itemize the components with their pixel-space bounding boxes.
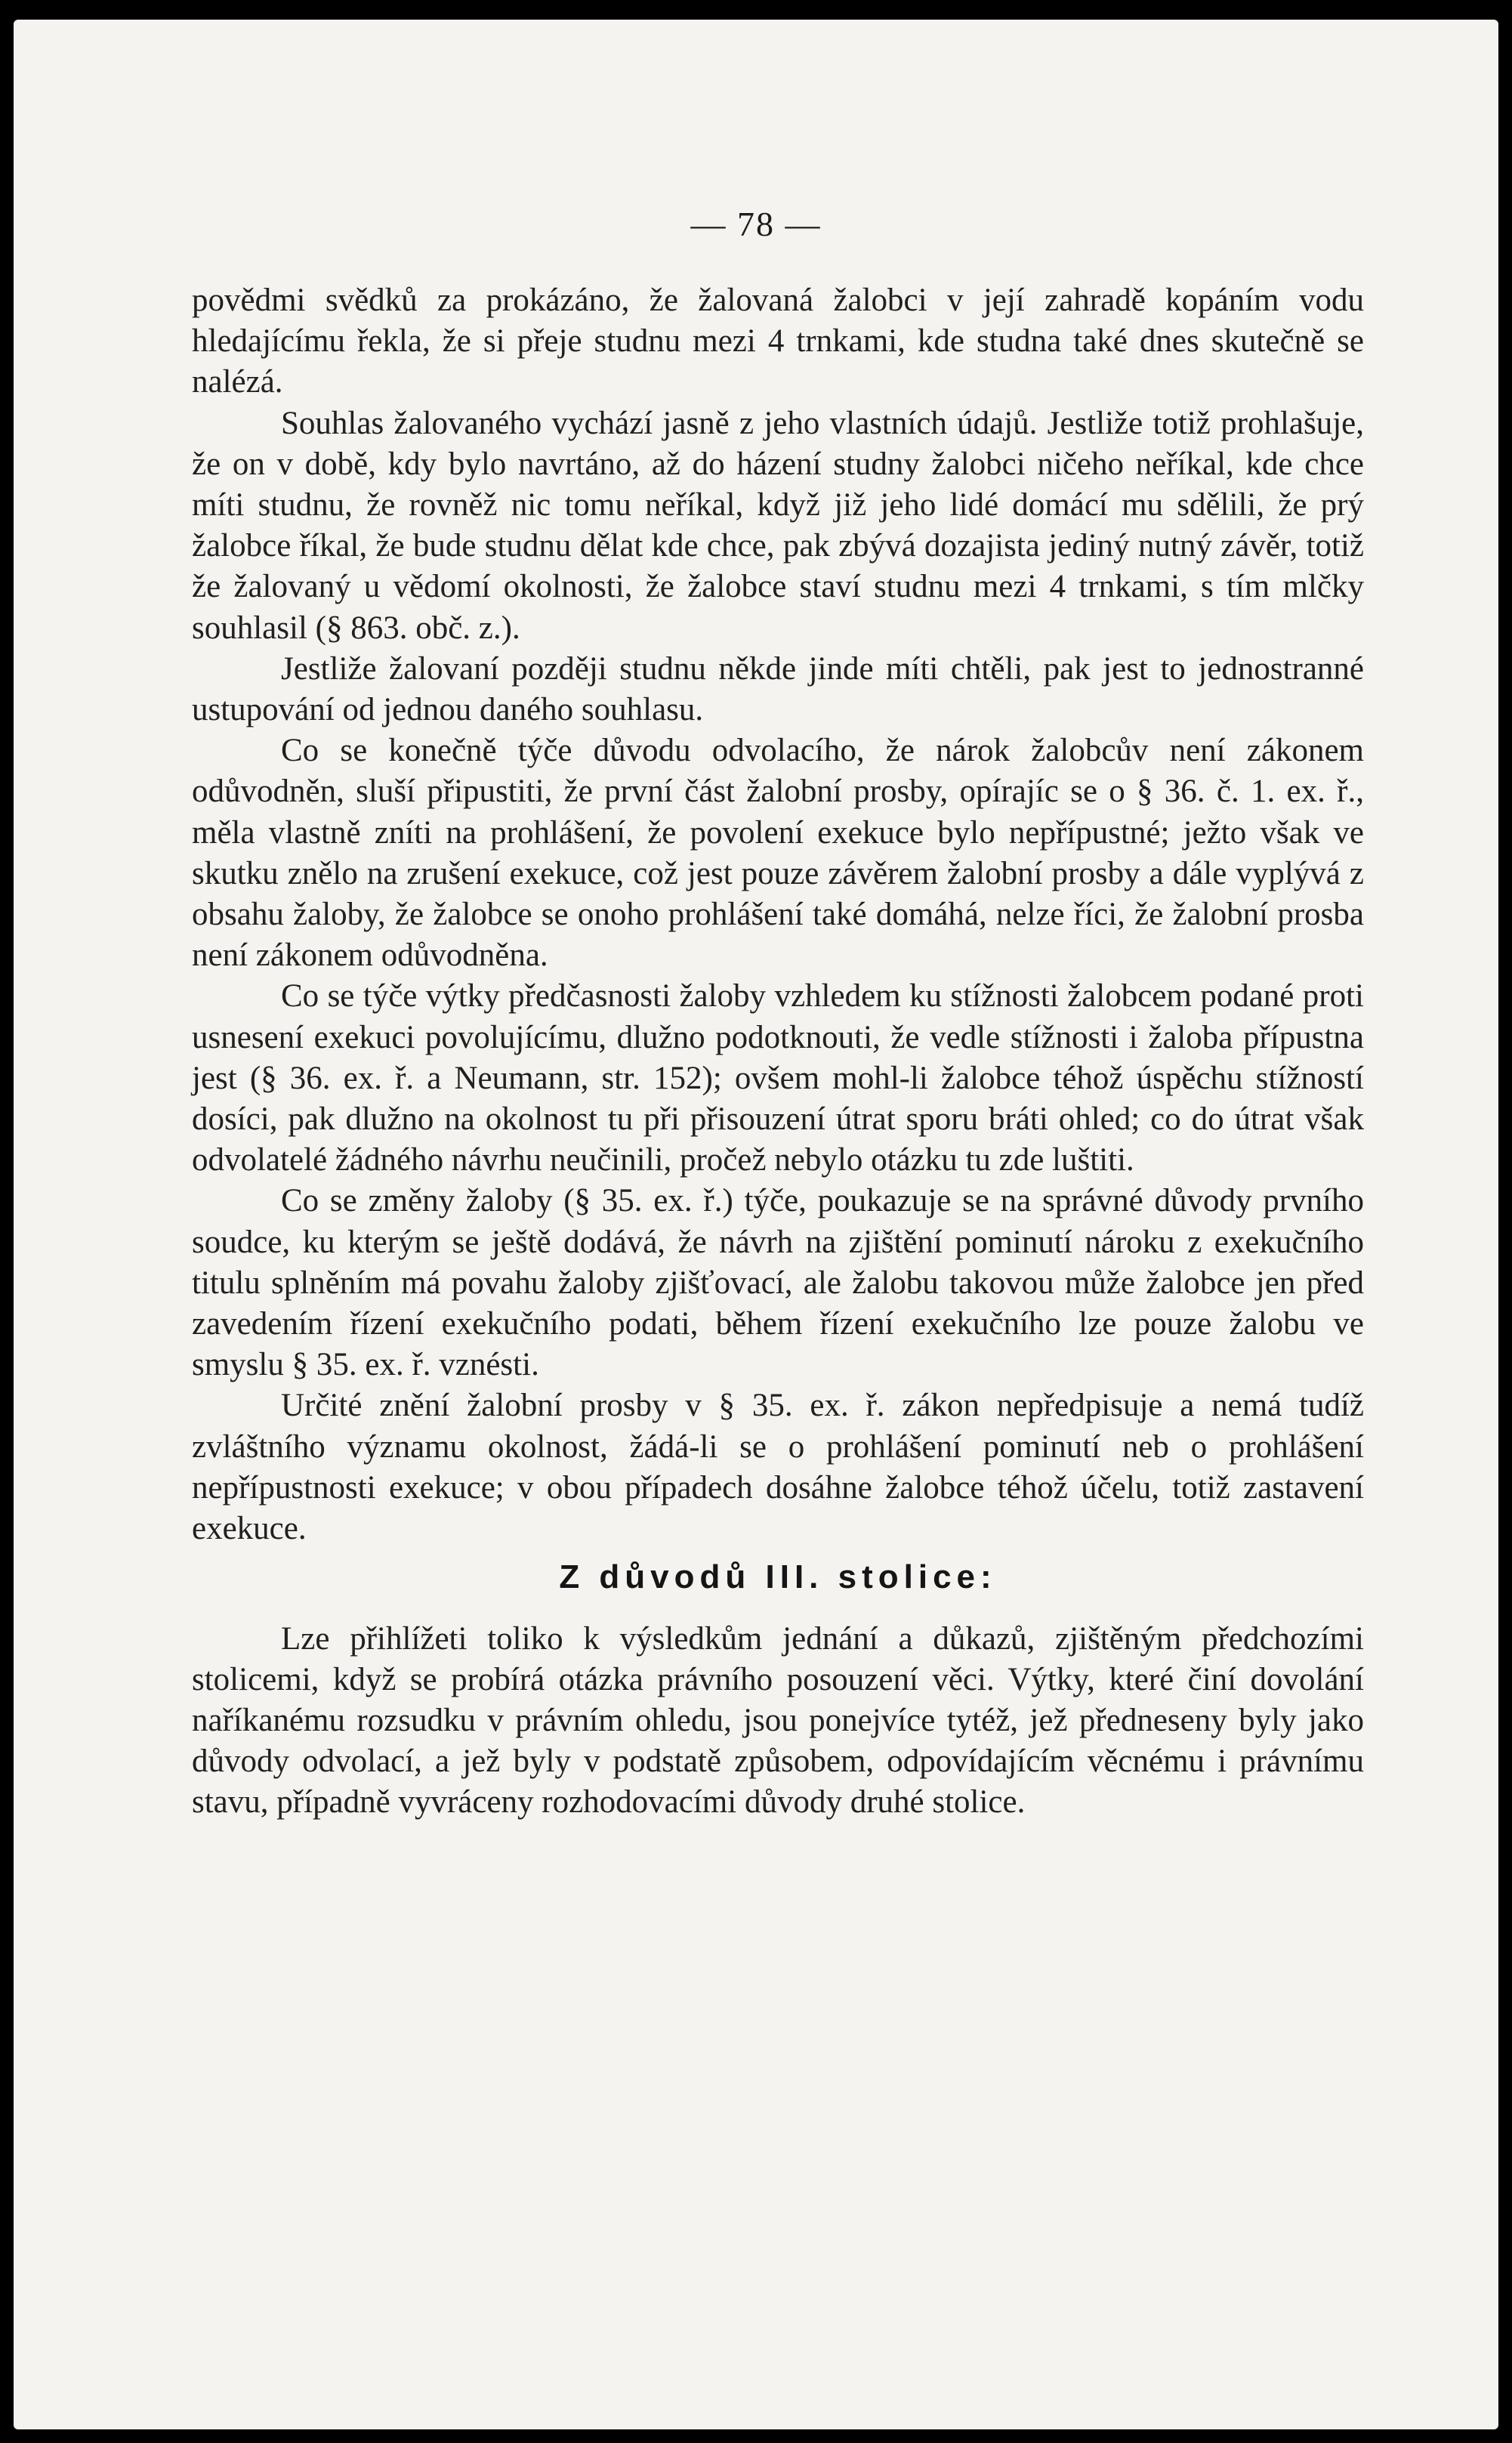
section-heading: Z důvodů III. stolice: <box>559 1558 997 1596</box>
paragraph: Jestliže žalovaní později studnu někde jinde míti chtěli, pak jest to jednostranné ustupování od jednou daného souhlasu. <box>192 650 1364 728</box>
document-page <box>14 20 1498 2429</box>
paragraph: povědmi svědků za prokázáno, že žalovaná žalobci v její zahradě kopáním vodu hledajícímu řekla, že si přeje studnu mezi 4 trnkami, kde studna také dnes skutečně se nalézá. <box>192 283 1364 400</box>
paragraph: Lze přihlížeti toliko k výsledkům jednání a důkazů, zjištěným předchozími stolicemi, když se probírá otázka právního posouzení věci. Výtky, které činí dovolání naříkanému rozsudku v právním ohledu, jsou ponejvíce tytéž, jež předneseny byly jako důvody odvolací, a jež byly v podstatě způsobem, odpovídajícím věcnému i právnímu stavu, případně vyvráceny rozhodovacími důvody druhé stolice. <box>192 1620 1364 1821</box>
page-number: — 78 — <box>690 205 822 243</box>
paragraph: Co se změny žaloby (§ 35. ex. ř.) týče, poukazuje se na správné důvody prvního soudce, ku kterým se ještě dodává, že návrh na zjištění pominutí nároku z exekučního titulu splněním má povahu žaloby zjišťovací, ale žalobu takovou může žalobce jen před zavedením řízení exekučního podati, během řízení exekučního lze pouze žalobu ve smyslu § 35. ex. ř. vznésti. <box>192 1183 1364 1383</box>
paragraph: Určité znění žalobní prosby v § 35. ex. ř. zákon nepředpisuje a nemá tudíž zvláštního významu okolnost, žádá-li se o prohlášení pominutí neb o prohlášení nepřípustnosti exekuce; v obou případech dosáhne žalobce téhož účelu, totiž zastavení exekuce. <box>192 1388 1364 1547</box>
paragraph: Co se konečně týče důvodu odvolacího, že nárok žalobcův není zákonem odůvodněn, sluší připustiti, že první část žalobní prosby, opírajíc se o § 36. č. 1. ex. ř., měla vlastně zníti na prohlášení, že povolení exekuce bylo nepřípustné; ježto však ve skutku znělo na zrušení exekuce, což jest pouze závěrem žalobní prosby a dále vyplývá z obsahu žaloby, že žalobce se onoho prohlášení také domáhá, nelze říci, že žalobní prosba není zákonem odůvodněna. <box>192 733 1364 974</box>
body-text <box>192 280 1364 1824</box>
paragraph: Souhlas žalovaného vychází jasně z jeho vlastních údajů. Jestliže totiž prohlašuje, že on v době, kdy bylo navrtáno, až do házení studny žalobci ničeho neříkal, kde chce míti studnu, že rovněž nic tomu neříkal, když již jeho lidé domácí mu sdělili, že prý žalobce říkal, že bude studnu dělat kde chce, pak zbývá dozajista jediný nutný závěr, totiž že žalovaný u vědomí okolnosti, že žalobce staví studnu mezi 4 trnkami, s tím mlčky souhlasil (§ 863. obč. z.). <box>192 405 1364 646</box>
paragraph: Co se týče výtky předčasnosti žaloby vzhledem ku stížnosti žalobcem podané proti usnesení exekuci povolujícímu, dlužno podotknouti, že vedle stížnosti i žaloba přípustna jest (§ 36. ex. ř. a Neumann, str. 152); ovšem mohl-li žalobce téhož úspěchu stížností dosíci, pak dlužno na okolnost tu při přisouzení útrat sporu bráti ohled; co do útrat však odvolatelé žádného návrhu neučinili, pročež nebylo otázku tu zde luštiti. <box>192 978 1364 1178</box>
